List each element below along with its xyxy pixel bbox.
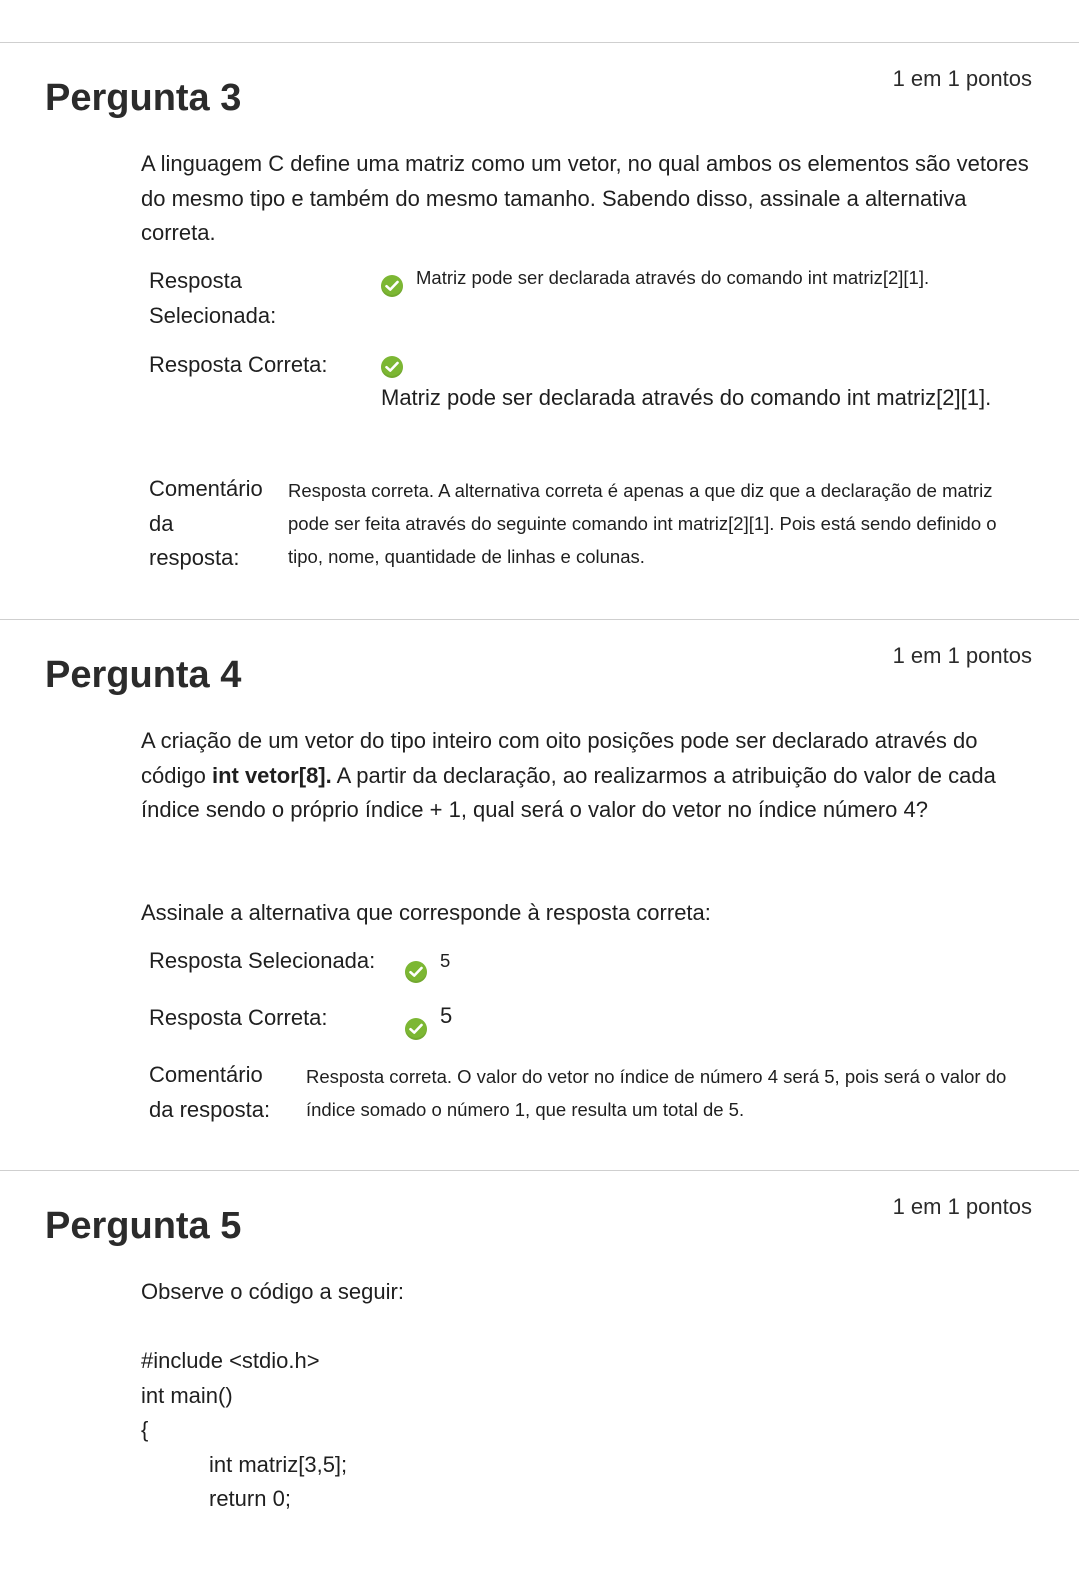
question-text: Observe o código a seguir:	[141, 1279, 404, 1304]
selected-answer-text: 5	[440, 950, 451, 971]
selected-answer-label: Resposta Selecionada:	[149, 268, 277, 328]
question-title: Pergunta 4	[45, 654, 242, 696]
check-icon	[405, 961, 427, 983]
correct-answer-label: Resposta Correta:	[149, 352, 328, 377]
check-icon	[381, 275, 403, 297]
question-divider	[0, 619, 1079, 620]
question-title: Pergunta 5	[45, 1205, 242, 1247]
check-icon	[381, 356, 403, 378]
comment-label: Comentário da resposta:	[149, 1062, 271, 1122]
points-label: 1 em 1 pontos	[892, 1194, 1032, 1219]
instruction-text: Assinale a alternativa que corresponde à resposta correta:	[141, 900, 711, 925]
question-text: A linguagem C define uma matriz como um vetor, no qual ambos os elementos são vetores do mesmo tipo e também do mesmo tamanho. Sabendo disso, assinale a alternativa correta.	[141, 151, 1029, 245]
code-snippet: int vetor[8].	[211, 762, 332, 788]
comment-text: Resposta correta. A alternativa correta é apenas a que diz que a declaração de matriz pode ser feita através do seguinte comando int matriz[2][1]. Pois está sendo definido o tipo, nome, quantidade de linhas e colunas.	[288, 480, 997, 567]
question-text: A criação de um vetor do tipo inteiro com oito posições pode ser declarado através do código int vetor[8]. A partir da declaração, ao realizarmos a atribuição do valor de cada índice sendo o próprio índice + 1, qual será o valor do vetor no índice número 4?	[141, 728, 996, 822]
points-label: 1 em 1 pontos	[892, 643, 1032, 668]
selected-answer-label: Resposta Selecionada:	[149, 948, 376, 973]
code-line: #include <stdio.h>	[141, 1348, 320, 1373]
question-divider	[0, 42, 1079, 43]
correct-answer-text: Matriz pode ser declarada através do comando int matriz[2][1].	[381, 385, 992, 410]
code-line: int matriz[3,5];	[209, 1452, 348, 1477]
comment-text: Resposta correta. O valor do vetor no índice de número 4 será 5, pois será o valor do índice somado o número 1, que resulta um total de 5.	[306, 1066, 1007, 1120]
check-icon	[405, 1018, 427, 1040]
question-title: Pergunta 3	[45, 77, 242, 119]
code-line: return 0;	[209, 1486, 291, 1511]
correct-answer-label: Resposta Correta:	[149, 1005, 328, 1030]
points-label: 1 em 1 pontos	[892, 66, 1032, 91]
code-line: int main()	[141, 1383, 233, 1408]
correct-answer-text: 5	[440, 1003, 453, 1028]
selected-answer-text: Matriz pode ser declarada através do comando int matriz[2][1].	[416, 267, 930, 288]
comment-label: Comentário da resposta:	[149, 476, 263, 570]
code-line: {	[141, 1417, 149, 1442]
question-divider	[0, 1170, 1079, 1171]
